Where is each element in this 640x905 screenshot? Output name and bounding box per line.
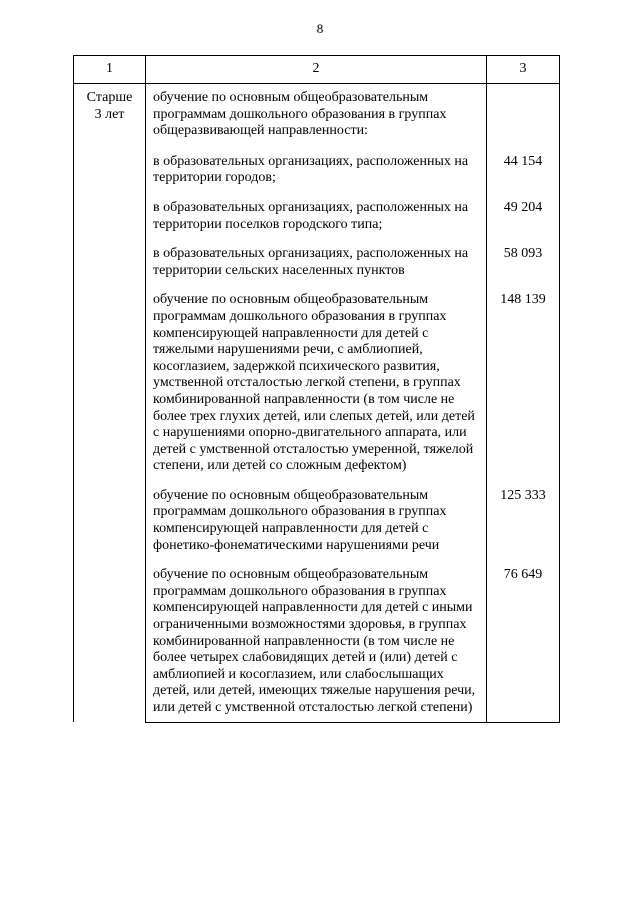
row-text: обучение по основным общеобразовательным программам дошкольного образования в группах компенсирующей направленности для детей с фонетико-фонематическими нарушениями речи [153, 487, 447, 553]
table-row [74, 488, 560, 567]
column-header-2: 2 [146, 56, 487, 84]
table-row [74, 246, 560, 292]
tariff-table [73, 55, 560, 723]
row-value: 44 154 [487, 154, 560, 200]
table-row [74, 84, 560, 154]
age-group-cell [74, 84, 146, 723]
row-description [146, 292, 487, 488]
intro-description [146, 84, 487, 154]
row-description [146, 154, 487, 200]
table-row [74, 567, 560, 722]
row-value: 49 204 [487, 200, 560, 246]
table-row [74, 154, 560, 200]
age-group-line-2: 3 лет [94, 106, 125, 122]
age-group-line-1: Старше [86, 90, 133, 105]
row-value: 148 139 [487, 292, 560, 488]
row-text: обучение по основным общеобразовательным программам дошкольного образования в группах компенсирующей направленности для детей с иными ограниченными возможностями здоровья, в группах комбинированной направленности (в том числе не более четырех слабовидящих детей и (или) детей с амблиопией и косоглазием, или слабослышащих детей, или детей, имеющих тяжелые нарушения речи, или детей с умственной отсталостью легкой степени) [153, 567, 476, 715]
column-header-3: 3 [487, 56, 560, 84]
row-description [146, 200, 487, 246]
row-description [146, 246, 487, 292]
intro-text: обучение по основным общеобразовательным программам дошкольного образования в группах общеразвивающей направленности: [153, 90, 447, 139]
row-value: 76 649 [487, 567, 560, 722]
row-value: 58 093 [487, 246, 560, 292]
table-header-row [74, 56, 560, 84]
row-text: в образовательных организациях, расположенных на территории сельских населенных пунктов [153, 246, 469, 278]
row-text: в образовательных организациях, расположенных на территории городов; [153, 153, 469, 186]
row-description [146, 567, 487, 722]
row-text: в образовательных организациях, расположенных на территории поселков городского типа; [153, 199, 469, 232]
row-value: 125 333 [487, 488, 560, 567]
page-number: 8 [316, 21, 324, 36]
table-row [74, 292, 560, 488]
row-description [146, 488, 487, 567]
intro-value-cell [487, 84, 560, 154]
row-text: обучение по основным общеобразовательным программам дошкольного образования в группах компенсирующей направленности для детей с тяжелыми нарушениями речи, с амблиопией, косоглазием, задержкой психического развития, умственной отсталостью легкой степени, в группах комбинированной направленности (в том числе не более трех глухих детей, или слепых детей, или детей с нарушениями опорно-двигательного аппарата, или детей с умственной отсталостью умеренной, тяжелой степени, или детей со сложным дефектом) [153, 292, 475, 474]
column-header-1: 1 [74, 56, 146, 84]
table-row [74, 200, 560, 246]
